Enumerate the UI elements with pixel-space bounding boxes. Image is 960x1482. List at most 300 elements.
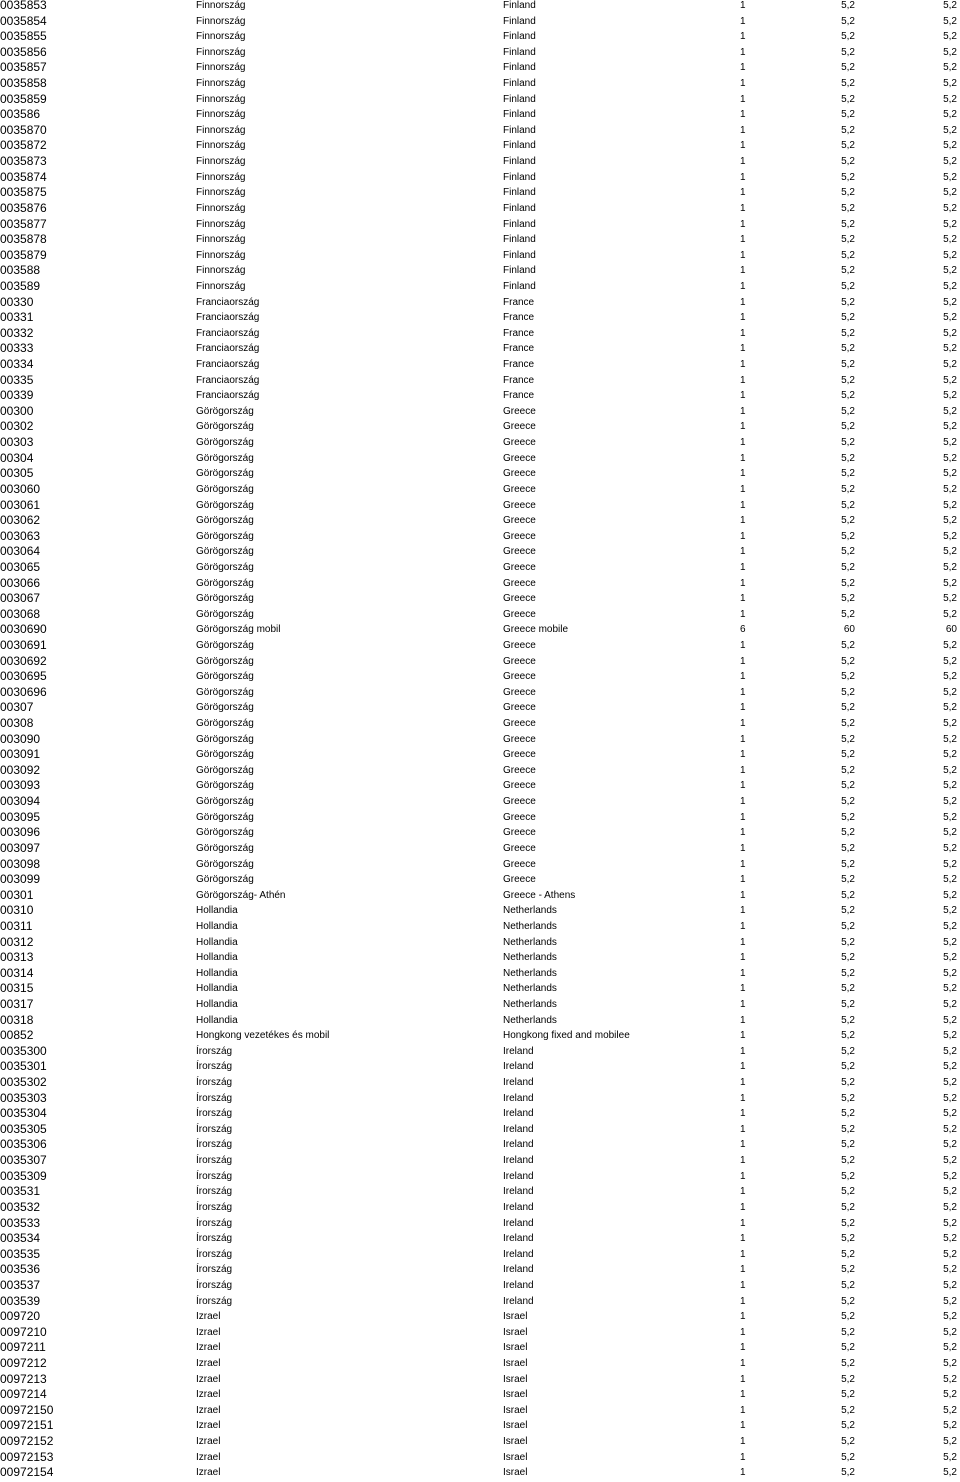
rate-offpeak-cell: 5,2: [943, 1404, 957, 1416]
country-en-cell: Finland: [503, 156, 536, 168]
prefix-cell: 003095: [0, 809, 41, 824]
country-hu-cell: Görögország: [196, 405, 254, 417]
table-row: [0, 903, 960, 919]
rate-peak-cell: 60: [843, 624, 855, 636]
country-en-cell: Israel: [503, 1373, 528, 1385]
prefix-cell: 003096: [0, 825, 41, 840]
rate-peak-cell: 5,2: [841, 1389, 855, 1401]
prefix-cell: 003065: [0, 559, 41, 574]
country-hu-cell: Írország: [196, 1155, 233, 1167]
table-row: [0, 232, 960, 248]
country-hu-cell: Írország: [196, 1233, 233, 1245]
rate-peak-cell: 5,2: [841, 31, 855, 43]
rate-offpeak-cell: 5,2: [943, 327, 957, 339]
rate-peak-cell: 5,2: [841, 796, 855, 808]
country-en-cell: Ireland: [503, 1233, 534, 1245]
unit-cell: 1: [740, 577, 746, 589]
rate-offpeak-cell: 5,2: [943, 234, 957, 246]
country-en-cell: Greece: [503, 483, 536, 495]
rate-peak-cell: 5,2: [841, 515, 855, 527]
unit-cell: 1: [740, 1123, 746, 1135]
country-hu-cell: Görögország: [196, 561, 254, 573]
rate-peak-cell: 5,2: [841, 15, 855, 27]
rate-offpeak-cell: 5,2: [943, 577, 957, 589]
unit-cell: 1: [740, 390, 746, 402]
country-hu-cell: Izrael: [196, 1358, 221, 1370]
country-hu-cell: Írország: [196, 1139, 233, 1151]
country-hu-cell: Izrael: [196, 1311, 221, 1323]
rate-peak-cell: 5,2: [841, 686, 855, 698]
table-row: [0, 404, 960, 420]
country-hu-cell: Írország: [196, 1170, 233, 1182]
rate-offpeak-cell: 5,2: [943, 109, 957, 121]
country-en-cell: Israel: [503, 1389, 528, 1401]
country-en-cell: Finland: [503, 78, 536, 90]
country-en-cell: Ireland: [503, 1186, 534, 1198]
rate-peak-cell: 5,2: [841, 359, 855, 371]
country-hu-cell: Hollandia: [196, 936, 238, 948]
table-row: [0, 935, 960, 951]
country-en-cell: Greece: [503, 421, 536, 433]
rate-peak-cell: 5,2: [841, 171, 855, 183]
rate-peak-cell: 5,2: [841, 327, 855, 339]
country-hu-cell: Finnország: [196, 156, 246, 168]
table-row: [0, 529, 960, 545]
country-hu-cell: Görögország: [196, 827, 254, 839]
unit-cell: 1: [740, 343, 746, 355]
country-hu-cell: Görögország: [196, 811, 254, 823]
country-en-cell: Netherlands: [503, 983, 557, 995]
rate-peak-cell: 5,2: [841, 46, 855, 58]
country-en-cell: Finland: [503, 109, 536, 121]
prefix-cell: 00311: [0, 918, 33, 933]
table-row: [0, 185, 960, 201]
unit-cell: 1: [740, 421, 746, 433]
country-en-cell: Greece: [503, 546, 536, 558]
rate-peak-cell: 5,2: [841, 842, 855, 854]
rate-offpeak-cell: 5,2: [943, 1311, 957, 1323]
table-row: [0, 732, 960, 748]
table-row: [0, 1013, 960, 1029]
rate-offpeak-cell: 5,2: [943, 1077, 957, 1089]
prefix-cell: 003539: [0, 1293, 41, 1308]
country-hu-cell: Izrael: [196, 1404, 221, 1416]
country-hu-cell: Finnország: [196, 171, 246, 183]
prefix-cell: 00315: [0, 981, 34, 996]
unit-cell: 1: [740, 1186, 746, 1198]
prefix-cell: 003063: [0, 528, 41, 543]
country-en-cell: Finland: [503, 140, 536, 152]
table-row: [0, 107, 960, 123]
country-en-cell: France: [503, 343, 535, 355]
country-en-cell: Hongkong fixed and mobilee: [503, 1030, 630, 1042]
prefix-cell: 003091: [0, 747, 41, 762]
country-hu-cell: Izrael: [196, 1373, 221, 1385]
table-row: [0, 1169, 960, 1185]
unit-cell: 1: [740, 655, 746, 667]
unit-cell: 1: [740, 639, 746, 651]
prefix-cell: 0030695: [0, 669, 47, 684]
rate-offpeak-cell: 5,2: [943, 1326, 957, 1338]
table-row: [0, 825, 960, 841]
rate-peak-cell: 5,2: [841, 671, 855, 683]
prefix-cell: 00300: [0, 403, 34, 418]
rate-peak-cell: 5,2: [841, 967, 855, 979]
country-en-cell: Greece: [503, 405, 536, 417]
country-en-cell: Ireland: [503, 1077, 534, 1089]
prefix-cell: 003066: [0, 575, 41, 590]
country-en-cell: Greece: [503, 608, 536, 620]
table-row: [0, 591, 960, 607]
rate-offpeak-cell: 5,2: [943, 983, 957, 995]
table-row: [0, 1278, 960, 1294]
rate-peak-cell: 5,2: [841, 1155, 855, 1167]
country-hu-cell: Görögország: [196, 842, 254, 854]
prefix-cell: 009720: [0, 1309, 41, 1324]
prefix-cell: 0097212: [0, 1356, 47, 1371]
country-hu-cell: Görögország- Athén: [196, 889, 286, 901]
rate-offpeak-cell: 5,2: [943, 405, 957, 417]
table-row: [0, 263, 960, 279]
country-hu-cell: Finnország: [196, 202, 246, 214]
unit-cell: 1: [740, 374, 746, 386]
prefix-cell: 003090: [0, 731, 41, 746]
rate-offpeak-cell: 5,2: [943, 140, 957, 152]
country-hu-cell: Görögország: [196, 733, 254, 745]
rate-offpeak-cell: 5,2: [943, 499, 957, 511]
table-row: [0, 466, 960, 482]
rate-peak-cell: 5,2: [841, 0, 855, 11]
table-row: [0, 544, 960, 560]
country-hu-cell: Görögország: [196, 530, 254, 542]
unit-cell: 1: [740, 62, 746, 74]
country-hu-cell: Izrael: [196, 1342, 221, 1354]
rate-peak-cell: 5,2: [841, 718, 855, 730]
country-hu-cell: Izrael: [196, 1467, 221, 1479]
rate-offpeak-cell: 5,2: [943, 749, 957, 761]
prefix-cell: 003589: [0, 278, 41, 293]
rate-peak-cell: 5,2: [841, 811, 855, 823]
table-row: [0, 1309, 960, 1325]
unit-cell: 1: [740, 1155, 746, 1167]
rate-peak-cell: 5,2: [841, 93, 855, 105]
rate-offpeak-cell: 5,2: [943, 936, 957, 948]
rate-offpeak-cell: 5,2: [943, 343, 957, 355]
country-hu-cell: Görögország: [196, 718, 254, 730]
unit-cell: 1: [740, 515, 746, 527]
unit-cell: 1: [740, 1420, 746, 1432]
country-hu-cell: Hollandia: [196, 920, 238, 932]
country-en-cell: Finland: [503, 280, 536, 292]
table-row: [0, 763, 960, 779]
rate-peak-cell: 5,2: [841, 1061, 855, 1073]
rate-offpeak-cell: 5,2: [943, 515, 957, 527]
prefix-cell: 00972154: [0, 1465, 54, 1480]
rate-peak-cell: 5,2: [841, 390, 855, 402]
country-hu-cell: Görögország: [196, 749, 254, 761]
country-hu-cell: Finnország: [196, 93, 246, 105]
country-en-cell: Finland: [503, 234, 536, 246]
country-en-cell: France: [503, 359, 535, 371]
table-row: [0, 747, 960, 763]
rate-peak-cell: 5,2: [841, 1108, 855, 1120]
rate-offpeak-cell: 5,2: [943, 1279, 957, 1291]
country-en-cell: Ireland: [503, 1295, 534, 1307]
prefix-cell: 00330: [0, 294, 34, 309]
prefix-cell: 0035875: [0, 185, 47, 200]
table-row: [0, 1372, 960, 1388]
country-hu-cell: Finnország: [196, 140, 246, 152]
rate-offpeak-cell: 5,2: [943, 1389, 957, 1401]
country-hu-cell: Hongkong vezetékes és mobil: [196, 1030, 330, 1042]
prefix-cell: 003097: [0, 840, 41, 855]
rate-offpeak-cell: 5,2: [943, 967, 957, 979]
country-en-cell: Greece: [503, 827, 536, 839]
country-hu-cell: Görögország: [196, 546, 254, 558]
rate-offpeak-cell: 5,2: [943, 1467, 957, 1479]
country-en-cell: Ireland: [503, 1108, 534, 1120]
country-en-cell: Greece: [503, 718, 536, 730]
country-hu-cell: Görögország: [196, 686, 254, 698]
rate-offpeak-cell: 5,2: [943, 1264, 957, 1276]
table-row: [0, 451, 960, 467]
prefix-cell: 0035300: [0, 1043, 47, 1058]
table-row: [0, 872, 960, 888]
country-en-cell: Greece: [503, 702, 536, 714]
prefix-cell: 0035307: [0, 1153, 47, 1168]
country-hu-cell: Finnország: [196, 78, 246, 90]
country-hu-cell: Görögország: [196, 483, 254, 495]
table-row: [0, 373, 960, 389]
country-hu-cell: Finnország: [196, 46, 246, 58]
table-row: [0, 560, 960, 576]
rate-peak-cell: 5,2: [841, 405, 855, 417]
rate-offpeak-cell: 5,2: [943, 889, 957, 901]
unit-cell: 1: [740, 764, 746, 776]
prefix-cell: 003094: [0, 794, 41, 809]
prefix-cell: 003098: [0, 856, 41, 871]
prefix-cell: 00313: [0, 950, 34, 965]
country-hu-cell: Franciaország: [196, 390, 260, 402]
rate-offpeak-cell: 5,2: [943, 296, 957, 308]
country-hu-cell: Finnország: [196, 249, 246, 261]
unit-cell: 1: [740, 202, 746, 214]
prefix-cell: 00308: [0, 716, 34, 731]
prefix-cell: 0035305: [0, 1121, 47, 1136]
unit-cell: 1: [740, 1092, 746, 1104]
rate-offpeak-cell: 5,2: [943, 468, 957, 480]
unit-cell: 1: [740, 983, 746, 995]
table-row: [0, 669, 960, 685]
table-row: [0, 435, 960, 451]
country-hu-cell: Izrael: [196, 1436, 221, 1448]
table-row: [0, 295, 960, 311]
unit-cell: 1: [740, 140, 746, 152]
unit-cell: 1: [740, 1264, 746, 1276]
country-en-cell: Finland: [503, 93, 536, 105]
rate-peak-cell: 5,2: [841, 1014, 855, 1026]
prefix-cell: 003067: [0, 591, 41, 606]
rate-offpeak-cell: 5,2: [943, 1342, 957, 1354]
prefix-cell: 0035855: [0, 29, 47, 44]
unit-cell: 1: [740, 1373, 746, 1385]
unit-cell: 1: [740, 561, 746, 573]
rate-peak-cell: 5,2: [841, 936, 855, 948]
country-en-cell: Ireland: [503, 1201, 534, 1213]
rate-offpeak-cell: 5,2: [943, 93, 957, 105]
prefix-cell: 0097214: [0, 1387, 47, 1402]
unit-cell: 1: [740, 15, 746, 27]
unit-cell: 1: [740, 546, 746, 558]
rate-offpeak-cell: 5,2: [943, 796, 957, 808]
rate-peak-cell: 5,2: [841, 280, 855, 292]
table-row: [0, 482, 960, 498]
rate-offpeak-cell: 5,2: [943, 874, 957, 886]
table-row: [0, 498, 960, 514]
country-en-cell: Netherlands: [503, 936, 557, 948]
unit-cell: 1: [740, 593, 746, 605]
unit-cell: 1: [740, 530, 746, 542]
country-en-cell: Ireland: [503, 1279, 534, 1291]
country-en-cell: Greece: [503, 671, 536, 683]
rate-offpeak-cell: 5,2: [943, 1233, 957, 1245]
unit-cell: 1: [740, 359, 746, 371]
rate-peak-cell: 5,2: [841, 1264, 855, 1276]
unit-cell: 1: [740, 1030, 746, 1042]
unit-cell: 1: [740, 1342, 746, 1354]
table-row: [0, 310, 960, 326]
prefix-cell: 003537: [0, 1277, 41, 1292]
country-hu-cell: Finnország: [196, 187, 246, 199]
unit-cell: 1: [740, 1326, 746, 1338]
prefix-cell: 003092: [0, 762, 41, 777]
country-en-cell: Greece: [503, 858, 536, 870]
country-en-cell: Greece: [503, 593, 536, 605]
country-hu-cell: Görögország: [196, 780, 254, 792]
unit-cell: 1: [740, 999, 746, 1010]
country-en-cell: Netherlands: [503, 905, 557, 917]
country-en-cell: Greece mobile: [503, 624, 569, 636]
country-en-cell: Greece: [503, 437, 536, 449]
rate-offpeak-cell: 5,2: [943, 905, 957, 917]
rate-offpeak-cell: 5,2: [943, 952, 957, 964]
rate-peak-cell: 5,2: [841, 889, 855, 901]
rate-offpeak-cell: 5,2: [943, 0, 957, 11]
rate-peak-cell: 5,2: [841, 920, 855, 932]
rate-offpeak-cell: 5,2: [943, 1451, 957, 1463]
rate-peak-cell: 5,2: [841, 1436, 855, 1448]
country-en-cell: Israel: [503, 1451, 528, 1463]
rate-peak-cell: 5,2: [841, 1295, 855, 1307]
rate-peak-cell: 5,2: [841, 1342, 855, 1354]
rate-offpeak-cell: 5,2: [943, 1061, 957, 1073]
table-row: [0, 170, 960, 186]
unit-cell: 1: [740, 265, 746, 277]
prefix-cell: 003533: [0, 1215, 41, 1230]
rate-peak-cell: 5,2: [841, 1233, 855, 1245]
table-row: [0, 1247, 960, 1263]
country-en-cell: Netherlands: [503, 967, 557, 979]
prefix-cell: 0035304: [0, 1106, 47, 1121]
table-row: [0, 1231, 960, 1247]
rate-peak-cell: 5,2: [841, 202, 855, 214]
prefix-cell: 0035878: [0, 232, 47, 247]
rate-offpeak-cell: 5,2: [943, 1186, 957, 1198]
country-en-cell: Greece: [503, 764, 536, 776]
rate-peak-cell: 5,2: [841, 187, 855, 199]
country-hu-cell: Hollandia: [196, 999, 238, 1010]
table-row: [0, 716, 960, 732]
unit-cell: 1: [740, 124, 746, 136]
prefix-cell: 00303: [0, 435, 34, 450]
rate-peak-cell: 5,2: [841, 1248, 855, 1260]
rate-offpeak-cell: 5,2: [943, 858, 957, 870]
country-en-cell: Netherlands: [503, 999, 557, 1010]
rate-offpeak-cell: 5,2: [943, 1201, 957, 1213]
country-hu-cell: Franciaország: [196, 327, 260, 339]
country-hu-cell: Finnország: [196, 280, 246, 292]
country-hu-cell: Írország: [196, 1092, 233, 1104]
unit-cell: 1: [740, 46, 746, 58]
rate-peak-cell: 5,2: [841, 374, 855, 386]
country-hu-cell: Görögország: [196, 515, 254, 527]
prefix-cell: 00332: [0, 325, 34, 340]
unit-cell: 1: [740, 889, 746, 901]
unit-cell: 1: [740, 437, 746, 449]
table-row: [0, 357, 960, 373]
unit-cell: 1: [740, 312, 746, 324]
rate-offpeak-cell: 60: [945, 624, 957, 636]
country-hu-cell: Írország: [196, 1264, 233, 1276]
country-hu-cell: Írország: [196, 1077, 233, 1089]
rate-peak-cell: 5,2: [841, 858, 855, 870]
country-en-cell: Greece: [503, 452, 536, 464]
rate-offpeak-cell: 5,2: [943, 280, 957, 292]
unit-cell: 1: [740, 686, 746, 698]
prefix-cell: 0035301: [0, 1059, 47, 1074]
prefix-cell: 0035859: [0, 91, 47, 106]
table-row: [0, 1418, 960, 1434]
rate-peak-cell: 5,2: [841, 749, 855, 761]
rate-peak-cell: 5,2: [841, 1404, 855, 1416]
table-row: [0, 1106, 960, 1122]
prefix-cell: 00339: [0, 388, 34, 403]
rate-offpeak-cell: 5,2: [943, 62, 957, 74]
country-en-cell: France: [503, 327, 535, 339]
unit-cell: 1: [740, 1358, 746, 1370]
table-row: [0, 794, 960, 810]
prefix-cell: 0035857: [0, 60, 47, 75]
unit-cell: 1: [740, 1467, 746, 1479]
country-hu-cell: Görögország: [196, 452, 254, 464]
table-row: [0, 685, 960, 701]
prefix-cell: 00972152: [0, 1434, 54, 1449]
rate-offpeak-cell: 5,2: [943, 718, 957, 730]
prefix-cell: 003093: [0, 778, 41, 793]
table-row: [0, 1059, 960, 1075]
prefix-cell: 00314: [0, 965, 34, 980]
table-row: [0, 1200, 960, 1216]
rate-peak-cell: 5,2: [841, 1092, 855, 1104]
rate-offpeak-cell: 5,2: [943, 671, 957, 683]
rate-offpeak-cell: 5,2: [943, 1420, 957, 1432]
prefix-cell: 00331: [0, 310, 34, 325]
rate-peak-cell: 5,2: [841, 702, 855, 714]
rate-peak-cell: 5,2: [841, 561, 855, 573]
unit-cell: 1: [740, 483, 746, 495]
country-hu-cell: Görögország: [196, 608, 254, 620]
unit-cell: 1: [740, 78, 746, 90]
